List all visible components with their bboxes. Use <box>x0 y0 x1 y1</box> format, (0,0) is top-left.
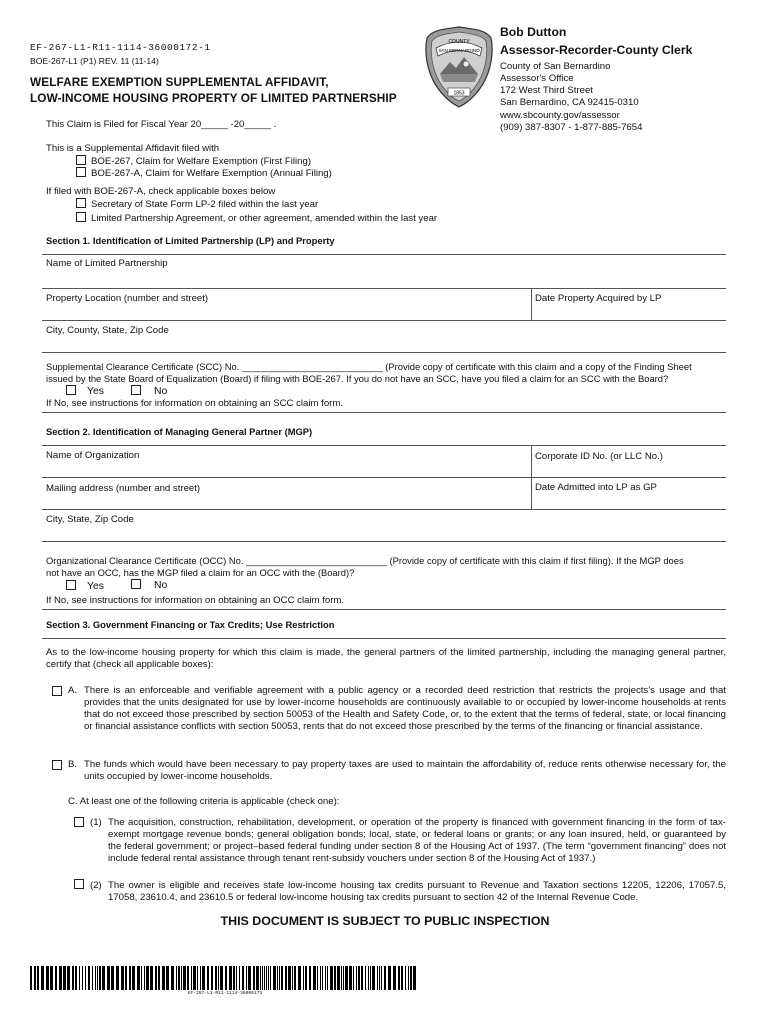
barcode-bar <box>294 966 296 990</box>
barcode-bar <box>356 966 357 990</box>
barcode-bar <box>298 966 301 990</box>
barcode-bar <box>102 966 105 990</box>
barcode-bar <box>377 966 378 990</box>
county-seal-logo <box>422 26 496 108</box>
org-name-label: Name of Organization <box>46 450 140 461</box>
label-3c2: (2) <box>90 880 102 891</box>
barcode-bar <box>220 966 223 990</box>
option-label: Secretary of State Form LP-2 filed within the last year <box>91 199 319 210</box>
barcode-bar <box>239 966 240 990</box>
barcode-bar <box>305 966 307 990</box>
barcode-bar <box>372 966 375 990</box>
barcode-bar <box>413 966 416 990</box>
checkbox-3b[interactable] <box>52 760 62 770</box>
yes-label: Yes <box>87 386 104 397</box>
property-location-field[interactable] <box>42 290 530 320</box>
option-lp2 <box>76 198 318 211</box>
option-lp-agreement <box>76 212 437 225</box>
barcode-bar <box>79 966 80 990</box>
if-filed-text: If filed with BOE-267-A, check applicable boxes below <box>46 186 276 197</box>
divider <box>42 288 726 289</box>
scc-no-option <box>131 385 167 398</box>
divider <box>42 609 726 610</box>
barcode-bar <box>236 966 237 990</box>
office-line: County of San Bernardino <box>500 60 611 72</box>
barcode-bar <box>197 966 198 990</box>
occ-text-line1: Organizational Clearance Certificate (OCC) No. ___________________________ (Provide copy of certificate with this claim if first filing). If the MGP does <box>46 555 684 566</box>
no-label: No <box>154 580 168 591</box>
divider <box>42 541 726 542</box>
barcode-bar <box>37 966 39 990</box>
corp-id-field[interactable] <box>532 447 726 477</box>
barcode-bar <box>327 966 328 990</box>
barcode-bar <box>166 966 169 990</box>
scc-yes-option <box>66 385 104 398</box>
date-admitted-label: Date Admitted into LP as GP <box>535 482 657 493</box>
divider <box>42 638 726 639</box>
barcode-bar <box>260 966 261 990</box>
mgp-city-field[interactable] <box>42 511 726 541</box>
scc-if-no: If No, see instructions for information on obtaining an SCC claim form. <box>46 398 344 409</box>
barcode-bar <box>270 966 271 990</box>
barcode-bar <box>176 966 177 990</box>
barcode-bar <box>162 966 165 990</box>
barcode-bar <box>341 966 342 990</box>
section3-a-row <box>52 686 67 699</box>
barcode-bar <box>229 966 232 990</box>
barcode-bar <box>398 966 400 990</box>
barcode-bar <box>288 966 291 990</box>
divider <box>42 509 726 510</box>
barcode-bar <box>72 966 74 990</box>
barcode-bar <box>401 966 403 990</box>
date-admitted-field[interactable] <box>532 479 726 509</box>
barcode-bar <box>262 966 263 990</box>
lp-name-field[interactable] <box>42 256 726 287</box>
office-website[interactable]: www.sbcounty.gov/assessor <box>500 109 620 121</box>
barcode-bar <box>253 966 255 990</box>
barcode-bar <box>82 966 83 990</box>
seal-year-text: 1853 <box>453 90 465 97</box>
barcode-bar <box>178 966 180 990</box>
barcode-bar <box>67 966 70 990</box>
barcode-bar <box>88 966 90 990</box>
barcode-bar <box>92 966 93 990</box>
barcode-bar <box>268 966 269 990</box>
barcode-bar <box>193 966 196 990</box>
checkbox-scc-yes[interactable] <box>66 385 76 395</box>
barcode-bar <box>132 966 135 990</box>
barcode-bar <box>129 966 131 990</box>
checkbox-boe-267[interactable] <box>76 155 86 165</box>
form-code: EF-267-L1-R11-1114-36000172-1 <box>30 42 211 53</box>
section3-c-text: C. At least one of the following criteria is applicable (check one): <box>68 796 340 807</box>
label-3b: B. <box>68 759 78 770</box>
date-acquired-field[interactable] <box>532 290 726 320</box>
barcode-bar <box>50 966 53 990</box>
seal-county-text: COUNTY <box>448 39 470 45</box>
barcode-bar <box>410 966 412 990</box>
divider <box>42 254 726 255</box>
barcode-bar <box>358 966 360 990</box>
divider <box>42 445 726 446</box>
office-address <box>500 61 692 135</box>
barcode-bar <box>384 966 386 990</box>
option-boe-267a <box>76 167 332 180</box>
divider <box>42 352 726 353</box>
office-line: San Bernardino, CA 92415-0310 <box>500 97 639 109</box>
text-3a: There is an enforceable and verifiable agreement with a public agency or a recorded deed restriction that restricts the projects’s usage and that provides that the units designated for use by lower-income households are continuously available to or occupied by lower-income households at rents that do not exceed those prescribed by section 50053 of the Health and Safety Code, or, to the extent that the terms of federal, state, or local financing or financial assistance conflicts with section 50053, rents that do not exceed those prescribed by the terms of the financing or financial assistance. <box>84 685 726 732</box>
barcode-bar <box>353 966 354 990</box>
text-3c1: The acquisition, construction, rehabilitation, development, or operation of the property is financed with government financing in the form of tax-exempt mortgage revenue bonds; general obligation bonds; local, state, or federal loans or grants; or any loan insured, held, or guaranteed by the federal government; or project–based federal funding under section 8 of the Housing Act of 1937. (The term “government financing” does not include federal rental assistance through tenant rent-subsidy vouchers under section 8 of the Housing Act of 1937.) <box>108 817 726 864</box>
form-id: BOE-267-L1 (P1) REV. 11 (11-14) <box>30 56 159 66</box>
barcode-bar <box>34 966 36 990</box>
checkbox-scc-no[interactable] <box>131 385 141 395</box>
fiscal-year-field[interactable]: This Claim is Filed for Fiscal Year 20_____ -20_____ . <box>46 119 277 130</box>
label-3a: A. <box>68 685 78 696</box>
barcode-bar <box>368 966 369 990</box>
occ-if-no: If No, see instructions for information on obtaining an OCC claim form. <box>46 595 345 606</box>
barcode-bar <box>200 966 201 990</box>
barcode-bar <box>334 966 336 990</box>
assessor-position: Assessor-Recorder-County Clerk <box>500 43 693 58</box>
barcode-bar <box>266 966 267 990</box>
barcode-bar <box>313 966 316 990</box>
occ-yes-option <box>66 580 104 593</box>
barcode-bar <box>379 966 380 990</box>
barcode-bar <box>320 966 321 990</box>
barcode-bar <box>97 966 98 990</box>
lp-city-field[interactable] <box>42 322 726 352</box>
yes-label: Yes <box>87 581 104 592</box>
barcode-bar <box>121 966 124 990</box>
barcode-bar <box>256 966 259 990</box>
checkbox-3c2[interactable] <box>74 879 84 889</box>
checkbox-lp-agreement[interactable] <box>76 212 86 222</box>
barcode-bar <box>322 966 323 990</box>
barcode-bar <box>349 966 352 990</box>
public-inspection-notice: THIS DOCUMENT IS SUBJECT TO PUBLIC INSPECTION <box>220 914 550 928</box>
occ-no-option <box>131 579 167 592</box>
barcode-bar <box>325 966 326 990</box>
barcode-bar <box>309 966 311 990</box>
barcode-bar <box>405 966 406 990</box>
barcode-bar <box>211 966 213 990</box>
scc-text-line1: Supplemental Clearance Certificate (SCC) No. ___________________________ (Provide copy of certificate with this claim and a copy of the Finding Sheet <box>46 361 692 372</box>
barcode-bar <box>63 966 66 990</box>
barcode-bar <box>155 966 157 990</box>
barcode-bar <box>41 966 44 990</box>
barcode-bar <box>279 966 280 990</box>
barcode-bar <box>393 966 396 990</box>
office-line: 172 West Third Street <box>500 85 593 97</box>
checkbox-3c1[interactable] <box>74 817 84 827</box>
mailing-address-label: Mailing address (number and street) <box>46 483 201 494</box>
label-3c1: (1) <box>90 817 102 828</box>
lp-city-label: City, County, State, Zip Code <box>46 325 169 336</box>
barcode-bar <box>75 966 77 990</box>
office-block <box>500 25 692 134</box>
barcode-bar <box>95 966 96 990</box>
section1-heading: Section 1. Identification of Limited Partnership (LP) and Property <box>46 235 335 246</box>
barcode-bar <box>246 966 247 990</box>
barcode-bar <box>202 966 205 990</box>
barcode-bar <box>225 966 227 990</box>
form-title-line2: LOW-INCOME HOUSING PROPERTY OF LIMITED PARTNERSHIP <box>30 91 397 105</box>
no-label: No <box>154 386 168 397</box>
divider <box>42 477 726 478</box>
barcode-bar <box>273 966 276 990</box>
divider <box>42 412 726 413</box>
divider <box>42 320 726 321</box>
barcode-bar <box>242 966 244 990</box>
barcode-bar <box>144 966 145 990</box>
barcode-bar <box>337 966 340 990</box>
barcode-bar <box>125 966 127 990</box>
barcode-bar <box>303 966 304 990</box>
barcode-bar <box>361 966 363 990</box>
checkbox-lp2[interactable] <box>76 198 86 208</box>
barcode-bar <box>111 966 114 990</box>
section3-intro: As to the low-income housing property for which this claim is made, the general partners of the limited partnership, including the managing general partner, certify that (check all applicable boxes): <box>46 647 726 670</box>
org-name-field[interactable] <box>42 447 530 477</box>
barcode-bar <box>408 966 409 990</box>
barcode-bar <box>381 966 382 990</box>
checkbox-3a[interactable] <box>52 686 62 696</box>
barcode-bar <box>46 966 49 990</box>
office-line: Assessor's Office <box>500 72 574 84</box>
barcode-bar <box>292 966 293 990</box>
option-label: Limited Partnership Agreement, or other agreement, amended within the last year <box>91 213 438 224</box>
barcode-bar <box>264 966 265 990</box>
barcode-bar <box>277 966 278 990</box>
form-title-line1: WELFARE EXEMPTION SUPPLEMENTAL AFFIDAVIT, <box>30 75 329 89</box>
corp-id-label: Corporate ID No. (or LLC No.) <box>535 451 663 462</box>
barcode-bar <box>146 966 149 990</box>
barcode-bar <box>99 966 101 990</box>
barcode-bar <box>285 966 287 990</box>
barcode-bar <box>181 966 182 990</box>
date-acquired-label: Date Property Acquired by LP <box>535 293 662 304</box>
lp-name-label: Name of Limited Partnership <box>46 258 168 269</box>
barcode-bar <box>370 966 371 990</box>
property-location-label: Property Location (number and street) <box>46 293 209 304</box>
section3-c1-row <box>74 817 89 830</box>
barcode-bar <box>233 966 235 990</box>
barcode-bar <box>171 966 174 990</box>
checkbox-boe-267a[interactable] <box>76 167 86 177</box>
section2-heading: Section 2. Identification of Managing General Partner (MGP) <box>46 426 313 437</box>
seal-band-text: SAN BERNARDINO <box>438 48 480 53</box>
barcode-bar <box>191 966 192 990</box>
barcode-bar <box>345 966 348 990</box>
barcode-bar <box>30 966 32 990</box>
barcode-bar <box>281 966 283 990</box>
barcode-bar <box>317 966 318 990</box>
option-label: BOE-267-A, Claim for Welfare Exemption (Annual Filing) <box>91 168 332 179</box>
section3-c2-row <box>74 879 89 892</box>
barcode-bar <box>248 966 251 990</box>
occ-text-line2: not have an OCC, has the MGP filed a claim for an OCC with the (Board)? <box>46 567 355 578</box>
barcode-bar <box>365 966 366 990</box>
option-label: BOE-267, Claim for Welfare Exemption (First Filing) <box>91 156 312 167</box>
barcode-bar <box>330 966 333 990</box>
barcode-bar <box>343 966 344 990</box>
text-3c2: The owner is eligible and receives state low-income housing tax credits pursuant to Revenue and Taxation sections 12205, 12206, 17057.5, 17058, 23610.4, and 23610.5 or federal low-income housing tax credits pursuant to section 42 of the Internal Revenue Code. <box>108 880 726 903</box>
form-barcode <box>30 966 420 990</box>
barcode-bar <box>59 966 62 990</box>
assessor-name: Bob Dutton <box>500 25 567 39</box>
barcode-text: EF-267-L1-R11-1114-36000172 <box>187 991 263 996</box>
section3-heading: Section 3. Government Financing or Tax Credits; Use Restriction <box>46 619 335 630</box>
barcode-bar <box>55 966 57 990</box>
mailing-address-field[interactable] <box>42 479 530 509</box>
supplemental-intro: This is a Supplemental Affidavit filed with <box>46 143 220 154</box>
barcode-bar <box>85 966 86 990</box>
checkbox-occ-yes[interactable] <box>66 580 76 590</box>
barcode-bar <box>150 966 153 990</box>
text-3b: The funds which would have been necessary to pay property taxes are used to maintain the affordability of, reduce rents otherwise necessary for, the units occupied by lower-income households. <box>84 759 726 782</box>
barcode-bar <box>183 966 186 990</box>
barcode-bar <box>158 966 160 990</box>
checkbox-occ-no[interactable] <box>131 579 141 589</box>
barcode-bar <box>137 966 140 990</box>
barcode-bar <box>215 966 217 990</box>
barcode-bar <box>107 966 110 990</box>
barcode-bar <box>218 966 219 990</box>
barcode-bar <box>116 966 119 990</box>
barcode-bar <box>207 966 209 990</box>
mgp-city-label: City, State, Zip Code <box>46 514 134 525</box>
scc-text-line2: issued by the State Board of Equalization (Board) if filing with BOE-267. If you do not have an SCC, have you filed a claim for an SCC with the Board? <box>46 373 669 384</box>
section3-b-row <box>52 760 67 773</box>
office-phone: (909) 387-8307 - 1-877-885-7654 <box>500 121 643 133</box>
barcode-bar <box>388 966 391 990</box>
barcode-bar <box>187 966 189 990</box>
barcode-bar <box>141 966 142 990</box>
